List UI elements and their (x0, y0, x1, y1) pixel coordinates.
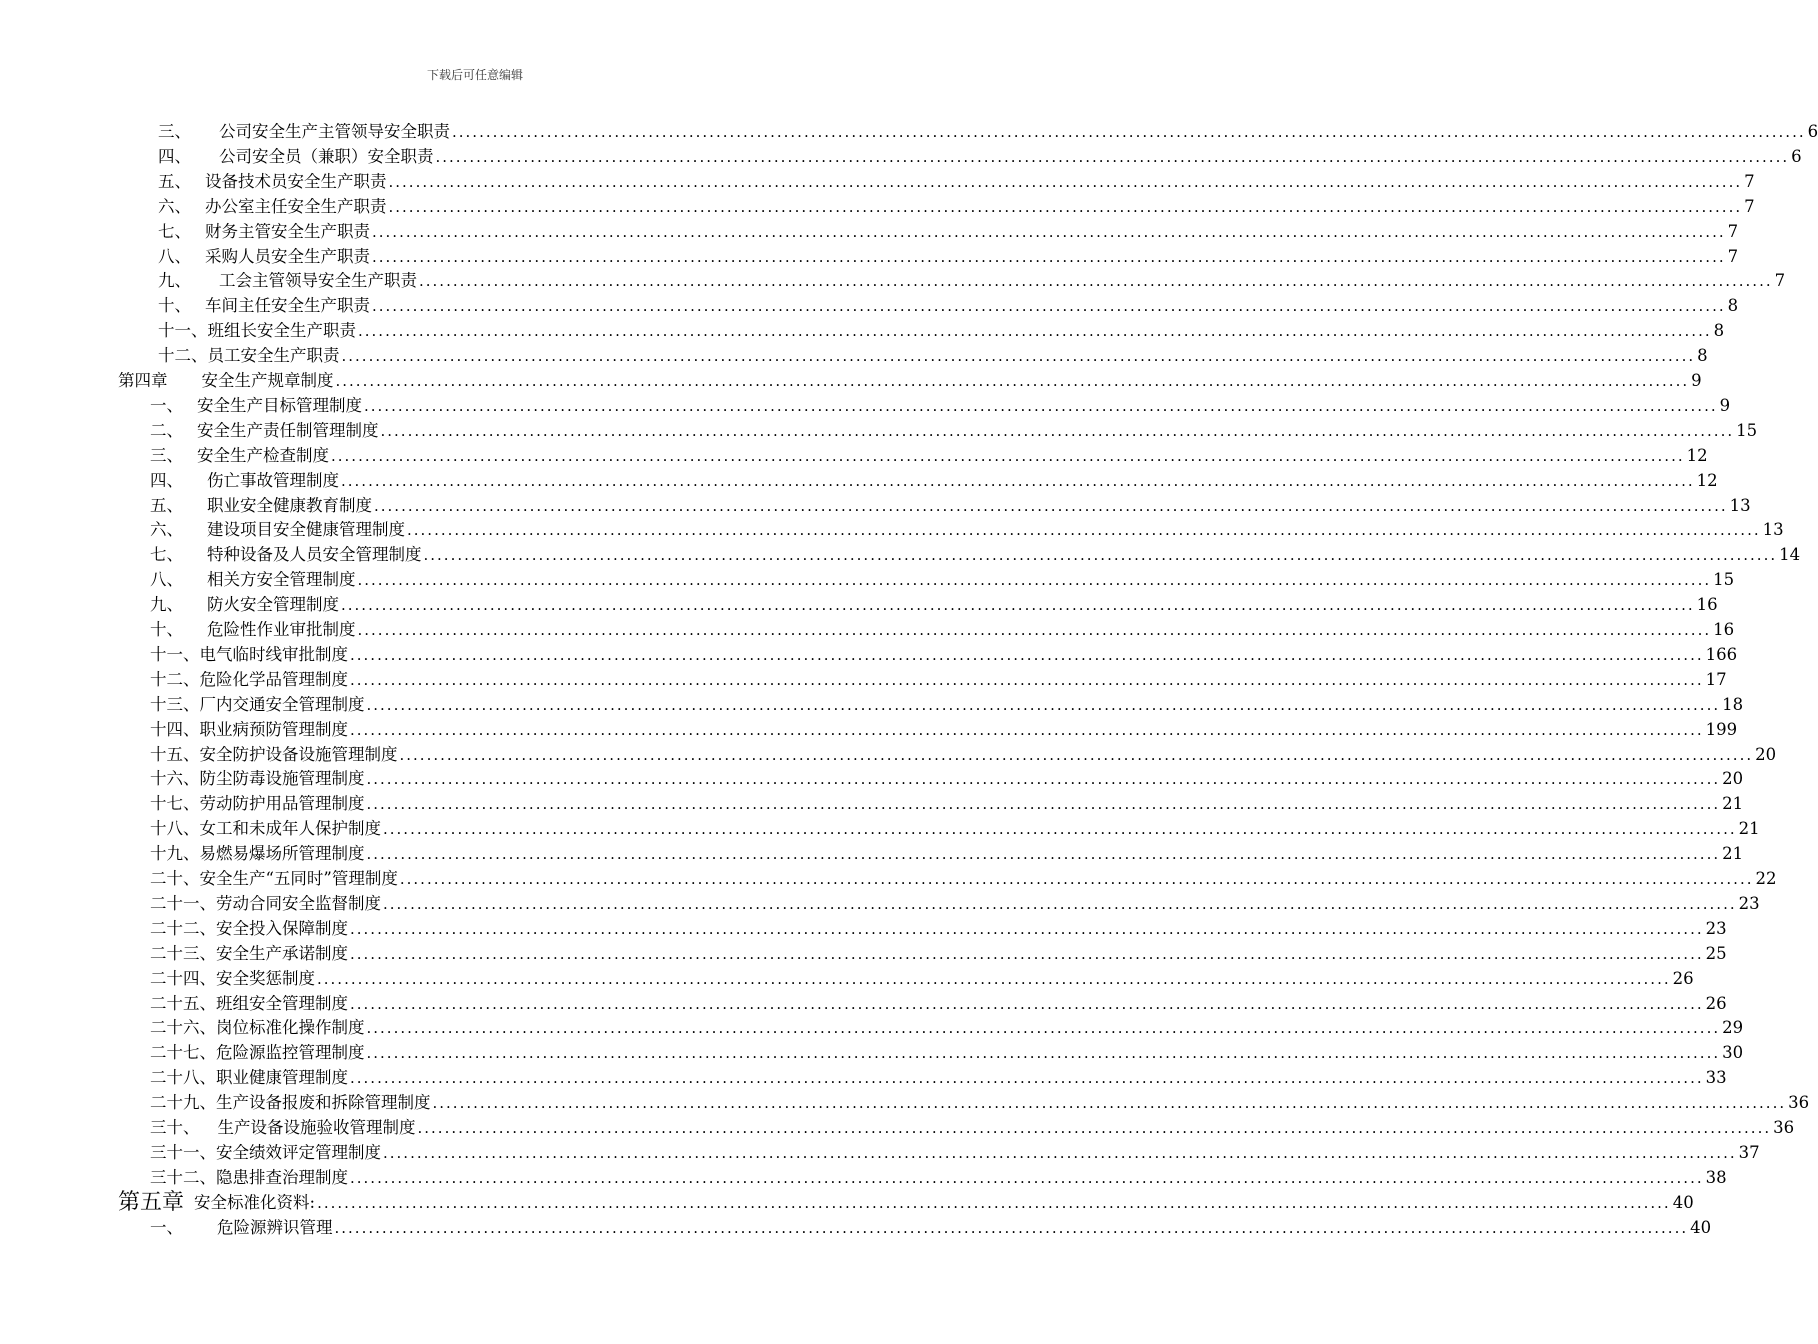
toc-entry-title: 设备技术员安全生产职责 (205, 171, 387, 191)
toc-entry-number: 一、 (150, 395, 183, 415)
toc-entry-title: 班组安全管理制度 (216, 993, 348, 1013)
toc-entry-page-number: 17 (1705, 669, 1727, 689)
toc-entry-title: 特种设备及人员安全管理制度 (207, 545, 422, 565)
toc-entry-number: 一、 (150, 1217, 183, 1237)
toc-entry-page-number: 15 (1713, 570, 1735, 590)
toc-entry[interactable] (150, 990, 1727, 1014)
toc-leader-dots: ........................................................................................................................................................................................................ (372, 297, 1726, 316)
toc-entry[interactable] (118, 1189, 1694, 1215)
toc-leader-dots: ........................................................................................................................................................................................................ (317, 1193, 1671, 1212)
toc-leader-dots: ........................................................................................................................................................................................................ (380, 421, 1735, 440)
toc-entry-page-number: 7 (1744, 196, 1755, 216)
toc-leader-dots: ........................................................................................................................................................................................................ (366, 770, 1721, 789)
toc-entry-title: 生产设备设施验收管理制度 (217, 1118, 416, 1137)
toc-entry[interactable] (158, 243, 1739, 267)
toc-entry-page-number: 23 (1705, 918, 1727, 938)
toc-entry-title: 防尘防毒设施管理制度 (199, 769, 365, 789)
toc-entry-number: 三十二、 (150, 1167, 216, 1187)
toc-leader-dots: ........................................................................................................................................................................................................ (399, 870, 1754, 888)
toc-entry-title: 安全防护设备设施管理制度 (199, 744, 398, 764)
toc-entry-title: 防火安全管理制度 (207, 595, 339, 615)
toc-entry-page-number: 23 (1738, 893, 1760, 913)
toc-entry-page-number: 18 (1722, 694, 1744, 714)
toc-leader-dots: ........................................................................................................................................................................................................ (357, 621, 1712, 639)
toc-entry[interactable] (150, 840, 1744, 864)
toc-entry-title: 办公室主任安全生产职责 (205, 196, 387, 216)
toc-entry-title: 电气临时线审批制度 (199, 644, 348, 664)
toc-entry-title: 女工和未成年人保护制度 (199, 819, 381, 839)
toc-entry-number: 十五、 (150, 744, 200, 764)
toc-entry-title: 员工安全生产职责 (207, 346, 340, 366)
toc-leader-dots: ........................................................................................................................................................................................................ (372, 222, 1726, 241)
toc-entry[interactable] (158, 193, 1755, 217)
toc-entry[interactable] (150, 1039, 1744, 1063)
toc-leader-dots: ........................................................................................................................................................................................................ (366, 1044, 1721, 1063)
toc-entry-title: 职业健康管理制度 (216, 1068, 348, 1088)
toc-entry[interactable] (150, 790, 1744, 814)
toc-entry-page-number: 14 (1779, 545, 1801, 565)
toc-leader-dots: ........................................................................................................................................................................................................ (423, 546, 1778, 565)
toc-entry[interactable] (150, 467, 1718, 491)
toc-entry-page-number: 8 (1727, 296, 1739, 316)
toc-entry-number: 八、 (158, 246, 191, 266)
toc-entry-number: 十四、 (150, 719, 200, 739)
toc-entry-number: 三十、 (150, 1118, 200, 1137)
toc-entry-title: 车间主任安全生产职责 (205, 296, 370, 316)
toc-entry-title: 安全生产承诺制度 (216, 943, 348, 963)
toc-leader-dots: ........................................................................................................................................................................................................ (366, 1019, 1721, 1038)
toc-entry-number: 二十九、 (150, 1093, 216, 1113)
toc-entry-number: 十六、 (150, 769, 200, 789)
toc-entry-title: 危险性作业审批制度 (207, 620, 356, 639)
toc-leader-dots: ........................................................................................................................................................................................................ (383, 820, 1737, 839)
toc-leader-dots: ........................................................................................................................................................................................................ (388, 172, 1743, 191)
toc-entry-number: 十、 (150, 620, 183, 639)
toc-entry-page-number: 16 (1696, 595, 1718, 615)
toc-entry-number: 八、 (150, 570, 183, 590)
toc-leader-dots: ........................................................................................................................................................................................................ (350, 1168, 1704, 1187)
toc-entry-title: 劳动合同安全监督制度 (216, 893, 381, 913)
toc-entry[interactable] (150, 591, 1718, 615)
toc-leader-dots: ........................................................................................................................................................................................................ (374, 496, 1728, 515)
toc-entry-number: 十一、 (150, 644, 200, 664)
toc-entry[interactable] (158, 218, 1739, 242)
toc-entry[interactable] (150, 716, 1738, 740)
toc-entry-title: 危险源辨识管理 (217, 1217, 333, 1237)
toc-entry-page-number: 20 (1755, 744, 1777, 764)
toc-entry-page-number: 16 (1713, 620, 1735, 639)
toc-entry-number: 二、 (150, 420, 183, 440)
toc-entry-title: 劳动防护用品管理制度 (199, 794, 365, 814)
toc-entry-number: 十七、 (150, 794, 200, 814)
toc-leader-dots: ........................................................................................................................................................................................................ (372, 247, 1726, 266)
toc-entry-number: 四、 (158, 146, 191, 166)
toc-entry-title: 工会主管领导安全生产职责 (219, 271, 417, 291)
toc-leader-dots: ........................................................................................................................................................................................................ (435, 147, 1790, 166)
toc-leader-dots: ........................................................................................................................................................................................................ (350, 994, 1704, 1013)
toc-entry[interactable] (158, 342, 1708, 366)
toc-entry-page-number: 38 (1705, 1167, 1727, 1187)
toc-entry-page-number: 7 (1727, 246, 1739, 266)
toc-entry-number: 三、 (150, 445, 183, 465)
toc-leader-dots: ........................................................................................................................................................................................................ (364, 396, 1718, 415)
toc-entry-title: 安全生产责任制管理制度 (197, 420, 379, 440)
toc-entry-page-number: 36 (1788, 1093, 1810, 1113)
toc-leader-dots: ........................................................................................................................................................................................................ (366, 795, 1721, 814)
toc-entry-page-number: 8 (1697, 346, 1708, 366)
toc-entry[interactable] (158, 168, 1755, 192)
toc-entry-page-number: 21 (1722, 844, 1744, 864)
toc-entry[interactable] (150, 1014, 1744, 1038)
toc-entry[interactable] (150, 1214, 1712, 1238)
toc-entry-title: 危险源监控管理制度 (216, 1043, 365, 1063)
toc-entry[interactable] (158, 267, 1786, 291)
toc-entry-page-number: 12 (1686, 445, 1708, 465)
toc-entry[interactable] (150, 965, 1694, 989)
toc-entry-number: 十一、 (158, 321, 208, 341)
toc-entry-title: 相关方安全管理制度 (207, 570, 356, 590)
toc-entry-page-number: 30 (1722, 1043, 1744, 1063)
toc-entry-page-number: 13 (1762, 520, 1784, 540)
toc-entry[interactable] (150, 541, 1801, 565)
toc-entry-title: 财务主管安全生产职责 (205, 221, 370, 241)
toc-entry-page-number: 21 (1722, 794, 1744, 814)
toc-leader-dots: ........................................................................................................................................................................................................ (317, 969, 1671, 988)
toc-entry-title: 安全投入保障制度 (216, 918, 348, 938)
toc-entry-number: 九、 (150, 595, 183, 615)
toc-entry-number: 第五章 (118, 1189, 185, 1215)
toc-leader-dots: ........................................................................................................................................................................................................ (383, 894, 1737, 913)
toc-entry-page-number: 22 (1755, 869, 1777, 888)
toc-entry-number: 六、 (158, 196, 191, 216)
toc-entry-title: 公司安全生产主管领导安全职责 (219, 122, 450, 141)
toc-entry-title: 职业安全健康教育制度 (207, 495, 372, 515)
toc-entry-number: 第四章 (118, 371, 168, 390)
toc-entry-page-number: 9 (1719, 395, 1731, 415)
toc-leader-dots: ........................................................................................................................................................................................................ (341, 471, 1695, 490)
toc-leader-dots: ........................................................................................................................................................................................................ (388, 197, 1743, 216)
toc-entry-title: 厂内交通安全管理制度 (199, 694, 365, 714)
toc-entry-number: 十九、 (150, 844, 200, 864)
toc-entry-number: 五、 (150, 495, 183, 515)
toc-entry-title: 采购人员安全生产职责 (205, 246, 370, 266)
toc-entry-page-number: 26 (1672, 968, 1694, 988)
toc-entry-page-number: 6 (1807, 122, 1818, 141)
toc-leader-dots: ........................................................................................................................................................................................................ (350, 720, 1704, 739)
toc-entry-number: 二十、 (150, 869, 200, 888)
toc-entry-number: 六、 (150, 520, 183, 540)
toc-entry-page-number: 8 (1713, 321, 1725, 341)
toc-entry-page-number: 7 (1727, 221, 1739, 241)
toc-entry-number: 七、 (158, 221, 191, 241)
toc-entry-title: 安全标准化资料: (194, 1192, 316, 1212)
toc-entry-number: 十二、 (150, 669, 200, 689)
toc-entry[interactable] (150, 666, 1727, 690)
toc-entry-number: 二十二、 (150, 918, 216, 938)
toc-entry-title: 建设项目安全健康管理制度 (207, 520, 405, 540)
toc-leader-dots: ........................................................................................................................................................................................................ (350, 944, 1704, 963)
toc-entry[interactable] (158, 118, 1818, 142)
toc-entry[interactable] (150, 865, 1777, 889)
toc-leader-dots: ........................................................................................................................................................................................................ (331, 446, 1685, 465)
toc-leader-dots: ........................................................................................................................................................................................................ (417, 1119, 1772, 1137)
toc-leader-dots: ........................................................................................................................................................................................................ (350, 645, 1704, 664)
toc-entry[interactable] (150, 741, 1777, 765)
toc-entry-title: 公司安全员（兼职）安全职责 (219, 146, 434, 166)
toc-entry-page-number: 6 (1791, 146, 1802, 166)
toc-entry[interactable] (150, 616, 1735, 640)
toc-entry[interactable] (150, 417, 1758, 441)
toc-entry[interactable] (158, 317, 1725, 341)
toc-entry[interactable] (118, 367, 1702, 391)
toc-entry-number: 五、 (158, 171, 191, 191)
toc-entry[interactable] (158, 143, 1802, 167)
toc-entry-number: 四、 (150, 470, 183, 490)
toc-entry-number: 十二、 (158, 346, 208, 366)
toc-leader-dots: ........................................................................................................................................................................................................ (350, 1069, 1704, 1088)
toc-entry-number: 二十四、 (150, 968, 216, 988)
toc-entry-page-number: 33 (1705, 1068, 1727, 1088)
toc-entry[interactable] (150, 1064, 1727, 1088)
toc-leader-dots: ........................................................................................................................................................................................................ (366, 695, 1721, 714)
toc-entry-title: 班组长安全生产职责 (207, 321, 356, 341)
toc-entry[interactable] (150, 442, 1708, 466)
toc-entry-page-number: 21 (1738, 819, 1760, 839)
toc-entry[interactable] (150, 516, 1784, 540)
toc-entry-title: 隐患排查治理制度 (216, 1167, 348, 1187)
toc-entry-title: 安全奖惩制度 (216, 968, 315, 988)
toc-entry[interactable] (150, 691, 1744, 715)
toc-entry[interactable] (150, 890, 1760, 914)
toc-leader-dots: ........................................................................................................................................................................................................ (383, 1143, 1737, 1162)
toc-entry-page-number: 20 (1722, 769, 1744, 789)
toc-entry-number: 十三、 (150, 694, 200, 714)
toc-leader-dots: ........................................................................................................................................................................................................ (341, 596, 1695, 615)
toc-entry-page-number: 9 (1691, 371, 1702, 390)
toc-leader-dots: ........................................................................................................................................................................................................ (335, 372, 1690, 390)
toc-entry-page-number: 166 (1705, 644, 1738, 664)
toc-entry-page-number: 13 (1729, 495, 1751, 515)
toc-entry-title: 安全生产目标管理制度 (197, 395, 362, 415)
toc-entry[interactable] (150, 915, 1727, 939)
toc-entry-page-number: 29 (1722, 1018, 1744, 1038)
toc-entry-title: 伤亡事故管理制度 (207, 470, 339, 490)
toc-leader-dots: ........................................................................................................................................................................................................ (399, 745, 1754, 764)
toc-entry-number: 二十五、 (150, 993, 216, 1013)
toc-entry-title: 易燃易爆场所管理制度 (199, 844, 365, 864)
toc-entry-number: 七、 (150, 545, 183, 565)
toc-entry-title: 职业病预防管理制度 (199, 719, 348, 739)
toc-entry-page-number: 40 (1672, 1192, 1694, 1212)
toc-entry-page-number: 37 (1738, 1142, 1760, 1162)
toc-entry-title: 安全生产检查制度 (197, 445, 329, 465)
toc-entry-title: 岗位标准化操作制度 (216, 1018, 365, 1038)
toc-entry-page-number: 26 (1705, 993, 1727, 1013)
toc-entry[interactable] (150, 566, 1735, 590)
toc-entry[interactable] (150, 815, 1760, 839)
toc-leader-dots: ........................................................................................................................................................................................................ (350, 670, 1704, 689)
toc-leader-dots: ........................................................................................................................................................................................................ (407, 521, 1761, 540)
page-header: 下载后可任意编辑 (426, 68, 523, 82)
toc-entry-page-number: 40 (1690, 1217, 1712, 1237)
toc-leader-dots: ........................................................................................................................................................................................................ (452, 123, 1806, 141)
toc-leader-dots: ........................................................................................................................................................................................................ (334, 1218, 1689, 1237)
toc-entry-page-number: 12 (1696, 470, 1718, 490)
toc-entry[interactable] (150, 1089, 1810, 1113)
toc-entry-number: 二十三、 (150, 943, 216, 963)
toc-entry-page-number: 25 (1705, 943, 1727, 963)
toc-entry-title: 生产设备报废和拆除管理制度 (216, 1093, 431, 1113)
toc-entry-title: 安全生产规章制度 (201, 371, 334, 390)
toc-entry-number: 二十七、 (150, 1043, 216, 1063)
toc-entry-number: 三十一、 (150, 1142, 216, 1162)
toc-entry-number: 十八、 (150, 819, 200, 839)
toc-leader-dots: ........................................................................................................................................................................................................ (432, 1094, 1787, 1113)
toc-entry[interactable] (150, 1164, 1727, 1188)
toc-leader-dots: ........................................................................................................................................................................................................ (358, 322, 1712, 341)
toc-leader-dots: ........................................................................................................................................................................................................ (350, 919, 1704, 938)
toc-entry-title: 安全绩效评定管理制度 (216, 1142, 381, 1162)
toc-entry-page-number: 199 (1705, 719, 1738, 739)
toc-leader-dots: ........................................................................................................................................................................................................ (357, 571, 1712, 590)
toc-leader-dots: ........................................................................................................................................................................................................ (419, 272, 1773, 291)
toc-entry-title: 安全生产“五同时”管理制度 (199, 869, 398, 888)
toc-entry[interactable] (150, 765, 1744, 789)
toc-entry[interactable] (158, 292, 1739, 316)
toc-leader-dots: ........................................................................................................................................................................................................ (366, 845, 1721, 864)
toc-entry-page-number: 7 (1774, 271, 1786, 291)
toc-entry-title: 危险化学品管理制度 (199, 669, 348, 689)
toc-entry-page-number: 15 (1736, 420, 1758, 440)
toc-leader-dots: ........................................................................................................................................................................................................ (341, 347, 1696, 366)
toc-entry[interactable] (150, 940, 1727, 964)
toc-entry-page-number: 7 (1744, 171, 1755, 191)
toc-entry[interactable] (150, 492, 1751, 516)
toc-entry[interactable] (150, 1114, 1795, 1138)
toc-entry-number: 十、 (158, 296, 191, 316)
toc-entry[interactable] (150, 392, 1731, 416)
toc-entry-number: 九、 (158, 271, 191, 291)
toc-entry[interactable] (150, 1139, 1760, 1163)
toc-entry[interactable] (150, 641, 1738, 665)
toc-entry-number: 二十六、 (150, 1018, 216, 1038)
toc-entry-page-number: 36 (1773, 1118, 1795, 1137)
toc-entry-number: 二十八、 (150, 1068, 216, 1088)
toc-entry-number: 二十一、 (150, 893, 216, 913)
toc-entry-number: 三、 (158, 122, 191, 141)
